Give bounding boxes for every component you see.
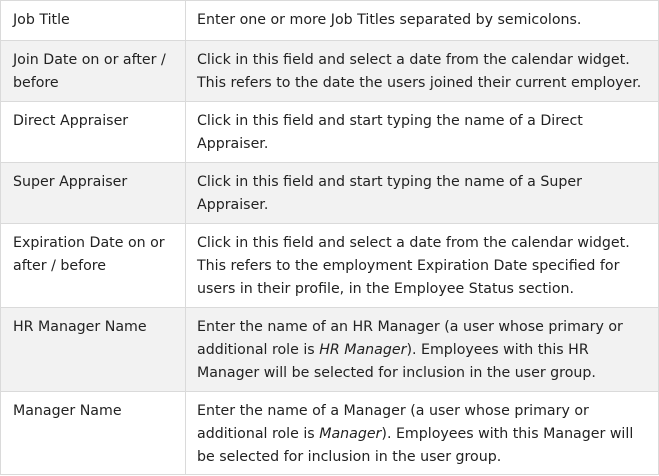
field-description-cell: Enter one or more Job Titles separated by semicolons. [186,1,659,41]
table-row-manager-name [1,392,659,475]
field-name-cell: HR Manager Name [1,308,186,392]
field-description-cell [186,392,659,475]
field-name-cell: Super Appraiser [1,163,186,224]
field-description-cell [186,308,659,392]
table-row-join-date [1,41,659,102]
description-text: Enter the name of a Manager (a user whose primary or additional role is [197,403,589,442]
role-name-italic: Manager [319,426,382,442]
table-row-hr-manager-name [1,308,659,392]
description-text: ). Employees with this HR Manager will be selected for inclusion in the user group. [197,342,596,381]
field-description-cell: Click in this field and start typing the name of a Direct Appraiser. [186,102,659,163]
field-name-cell: Direct Appraiser [1,102,186,163]
table-row-super-appraiser [1,163,659,224]
table-row-expiration-date [1,224,659,308]
description-text: Enter the name of an HR Manager (a user whose primary or additional role is [197,319,623,358]
field-description-cell: Click in this field and select a date from the calendar widget. This refers to the date the users joined their current employer. [186,41,659,102]
field-description-cell: Click in this field and start typing the name of a Super Appraiser. [186,163,659,224]
field-name-cell: Job Title [1,1,186,41]
description-text: ). Employees with this Manager will be selected for inclusion in the user group. [197,426,634,465]
field-name-cell: Expiration Date on or after / before [1,224,186,308]
table-row-job-title [1,1,659,41]
table-row-direct-appraiser [1,102,659,163]
role-name-italic: HR Manager [319,342,407,358]
field-name-cell: Join Date on or after / before [1,41,186,102]
field-name-cell: Manager Name [1,392,186,475]
field-description-cell: Click in this field and select a date from the calendar widget. This refers to the employment Expiration Date specified for users in their profile, in the Employee Status section. [186,224,659,308]
